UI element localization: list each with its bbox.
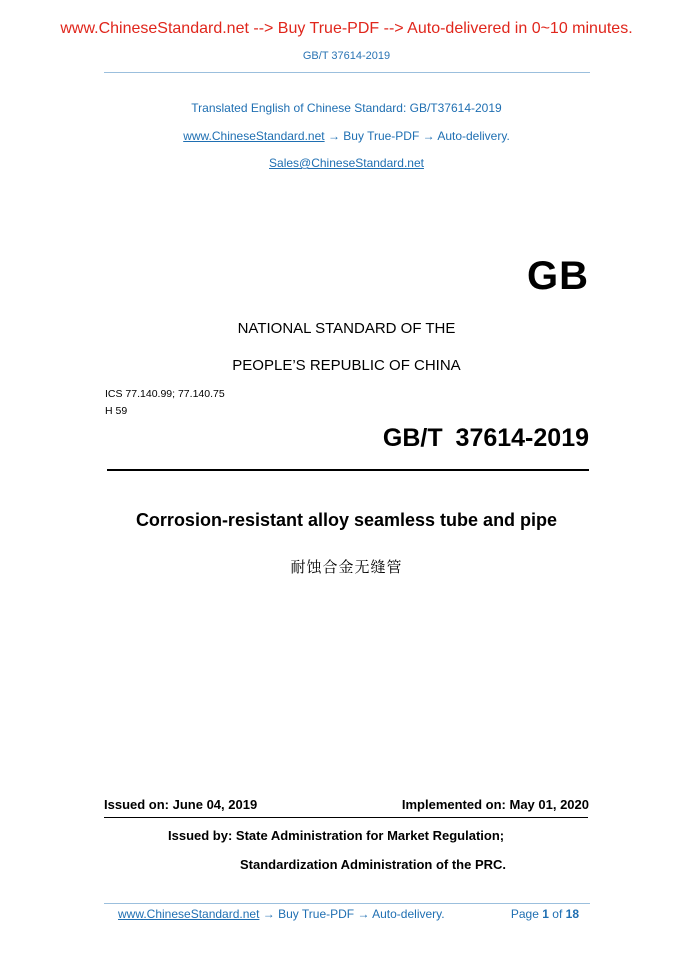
sales-email-line [0,156,693,170]
page-of: of [552,907,563,921]
title-divider [107,469,589,471]
issued-by-line2: Standardization Administration of the PRC. [240,857,507,872]
top-banner[interactable]: www.ChineseStandard.net --> Buy True-PDF --> Auto-delivered in 0~10 minutes. [60,20,633,37]
national-standard-line2: PEOPLE’S REPUBLIC OF CHINA [232,357,461,374]
implemented-on-date: Implemented on: May 01, 2020 [401,797,589,812]
dates-divider [104,817,588,818]
footer-buy-line [118,907,445,921]
ccs-code: H 59 [105,405,128,417]
sales-email-link[interactable]: Sales@ChineseStandard.net [269,156,424,170]
standard-number: GB/T 37614-2019 [382,424,589,452]
issued-by-line1: Issued by: State Administration for Market Regulation; [168,828,505,843]
header-divider [104,72,590,73]
ics-code: ICS 77.140.99; 77.140.75 [105,388,225,400]
title-english: Corrosion-resistant alloy seamless tube and pipe [135,510,558,530]
page-current: 1 [542,907,549,921]
footer-buy-text: → Buy True-PDF → Auto-delivery. [262,907,445,921]
footer-site-link[interactable]: www.ChineseStandard.net [118,907,260,921]
translated-notice: Translated English of Chinese Standard: GB/T37614-2019 [191,101,502,115]
title-chinese: 耐蚀合金无缝管 [290,558,403,576]
buy-text: → Buy True-PDF → Auto-delivery. [327,129,510,143]
national-standard-line1: NATIONAL STANDARD OF THE [237,320,456,337]
gb-mark: GB [527,254,589,298]
page-total: 18 [565,907,579,921]
site-link[interactable]: www.ChineseStandard.net [183,129,325,143]
buy-line [0,129,693,143]
page-indicator [511,907,579,921]
issued-on-date: Issued on: June 04, 2019 [104,797,258,812]
header-standard-code: GB/T 37614-2019 [302,50,391,62]
footer-divider [104,903,590,904]
page-label: Page [510,907,539,921]
